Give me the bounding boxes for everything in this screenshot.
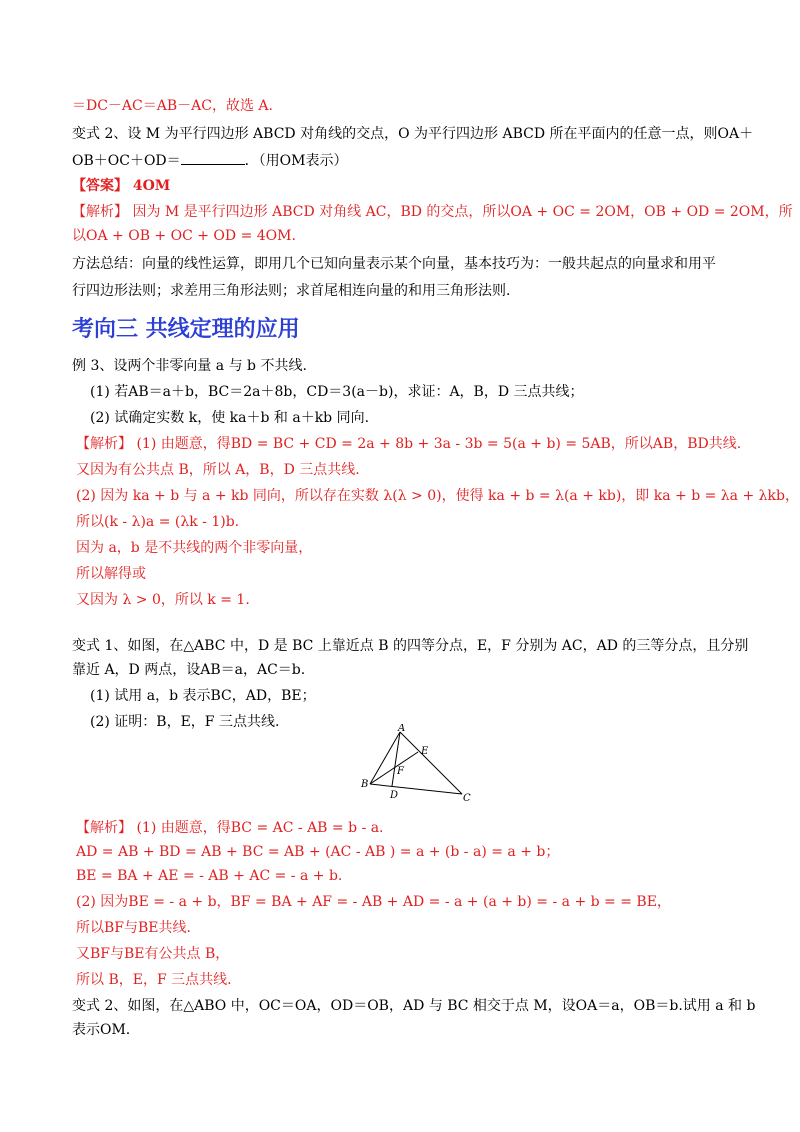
example-line: (2) 试确定实数 k，使 ka＋b 和 a＋kb 同向. (90, 410, 370, 426)
text-line: 变式 2、如图，在△ABO 中，OC＝OA，OD＝OB，AD 与 BC 相交于点 M，设OA＝a，OB＝b.试用 a 和 b (72, 998, 756, 1014)
analysis-line: AD = AB + BD = AB + BC = AB + (AC - AB ) = a + (b - a) = a + b； (76, 844, 560, 860)
text-line: 变式 1、如图，在△ABC 中，D 是 BC 上靠近点 B 的四等分点，E，F 分别为 AC，AD 的三等分点，且分别 (72, 638, 749, 654)
analysis-line: 以OA + OB + OC + OD = 4OM. (72, 228, 296, 244)
text-line: 变式 2、设 M 为平行四边形 ABCD 对角线的交点，O 为平行四边形 ABCD 所在平面内的任意一点，则OA＋ (72, 126, 754, 142)
example-line: 例 3、设两个非零向量 a 与 b 不共线. (72, 358, 307, 374)
text-line: 表示OM. (72, 1022, 131, 1038)
point-label-a: A (398, 724, 406, 734)
analysis-line: 【解析】 (1) 由题意，得BC = AC - AB = b - a. (76, 820, 384, 836)
segment-ac (400, 732, 462, 794)
analysis-line: 又BF与BE有公共点 B， (76, 946, 230, 962)
analysis-line: (2) 因为BE = - a + b，BF = BA + AF = - AB + AD = - a + (a + b) = - a + b = = BE， (76, 894, 671, 910)
analysis-line: 因为 a，b 是不共线的两个非零向量， (76, 540, 313, 556)
answer-blank (181, 150, 245, 165)
text-line: 行四边形法则；求差用三角形法则；求首尾相连向量的和用三角形法则. (72, 283, 511, 299)
analysis-line: 【解析】 因为 M 是平行四边形 ABCD 对角线 AC，BD 的交点，所以OA + OC = 2OM，OB + OD = 2OM，所 (72, 204, 793, 220)
point-label-d: D (390, 790, 399, 801)
answer-line: 【答案】 4OM (72, 178, 171, 194)
analysis-line: 又因为有公共点 B，所以 A，B，D 三点共线. (76, 462, 360, 478)
analysis-line: 所以(k - λ)a = (λk - 1)b. (76, 514, 240, 530)
point-label-c: C (463, 793, 471, 804)
section-heading: 考向三 共线定理的应用 (72, 317, 300, 342)
analysis-line: 又因为 λ > 0，所以 k = 1. (76, 592, 250, 608)
point-label-f: F (397, 766, 404, 777)
analysis-line: 所以BF与BE共线. (76, 920, 191, 936)
text-line: (1) 试用 a，b 表示BC，AD，BE； (90, 688, 316, 704)
text-line (72, 150, 347, 171)
analysis-line: 所以解得或 (76, 566, 146, 582)
text-segment: OB＋OC＋OD＝ (72, 153, 181, 169)
text-segment: ．（用OM表示） (244, 153, 348, 169)
triangle-figure (352, 724, 482, 804)
text-line: (2) 证明：B，E，F 三点共线. (90, 714, 280, 730)
text-line: 方法总结：向量的线性运算，即用几个已知向量表示某个向量，基本技巧为：一般共起点的向量求和用平 (72, 256, 716, 272)
text-line: 靠近 A，D 两点，设AB＝a，AC＝b. (72, 662, 306, 678)
point-label-e: E (421, 746, 429, 757)
analysis-line: 所以 B，E，F 三点共线. (76, 972, 232, 988)
segment-be (370, 752, 418, 784)
analysis-line: BE = BA + AE = - AB + AC = - a + b. (76, 868, 343, 884)
point-label-b: B (361, 779, 369, 790)
segment-ab (370, 732, 400, 784)
analysis-line: (2) 因为 ka + b 与 a + kb 同向，所以存在实数 λ(λ > 0)，使得 ka + b = λ(a + kb)，即 ka + b = λa + λkb， (76, 488, 799, 504)
segment-bc (370, 784, 462, 794)
segment-ad (392, 732, 400, 786)
analysis-line: 【解析】 (1) 由题意，得BD = BC + CD = 2a + 8b + 3a - 3b = 5(a + b) = 5AB，所以AB，BD共线. (76, 436, 742, 452)
example-line: (1) 若AB＝a＋b，BC＝2a＋8b，CD＝3(a－b)，求证：A，B，D 三点共线； (90, 384, 584, 400)
text-line: ＝DC－AC＝AB－AC，故选 A. (72, 98, 273, 114)
